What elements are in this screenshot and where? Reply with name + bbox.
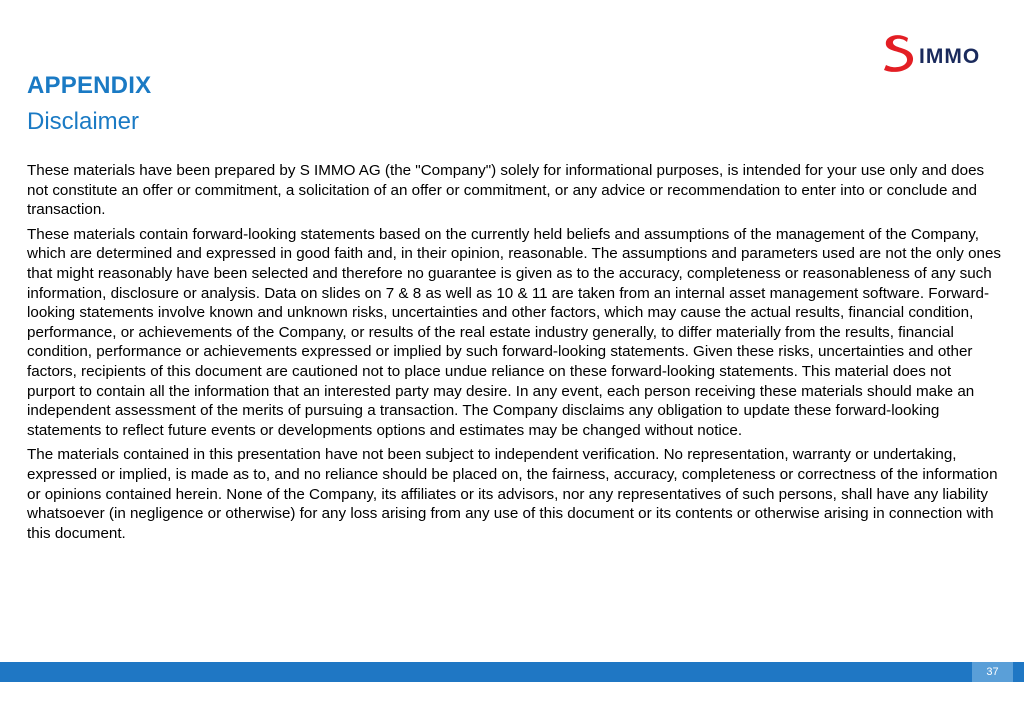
disclaimer-paragraph: These materials have been prepared by S IMMO AG (the "Company") solely for informational purposes, is intended for your use only and does not constitute an offer or commitment, a solicitation of an offer or commitment, or any advice or recommendation to enter into or conclude and transaction.	[27, 162, 985, 219]
logo-text: IMMO	[919, 45, 981, 68]
footer-bar	[0, 662, 1024, 682]
disclaimer-paragraph: The materials contained in this presentation have not been subject to independent verification. No representation, warranty or undertaking, expressed or implied, is made as to, and no reliance should be placed on, the fairness, accuracy, completeness or correctness of the information or opinions contained herein. None of the Company, its affiliates or its advisors, nor any representatives of such persons, shall have any liability whatsoever (in negligence or otherwise) for any loss arising from any use of this document or its contents or otherwise arising in connection with this document.	[27, 446, 998, 542]
s-immo-logo	[880, 30, 1000, 74]
page-title: APPENDIX	[27, 72, 152, 99]
disclaimer-body	[27, 161, 1002, 548]
page-number: 37	[986, 666, 999, 678]
disclaimer-paragraph: These materials contain forward-looking statements based on the currently held beliefs and assumptions of the management of the Company, which are determined and expressed in good faith and, in their opinion, reasonable. The assumptions and parameters used are not the only ones that might reasonably have been selected and therefore no guarantee is given as to the accuracy, completeness or reasonableness of any such information, disclosure or analysis. Data on slides on 7 & 8 as well as 10 & 11 are taken from an internal asset management software. Forward-looking statements involve known and unknown risks, uncertainties and other factors, which may cause the actual results, financial condition, performance, or achievements of the Company, or results of the real estate industry generally, to differ materially from the results, financial condition, performance or achievements expressed or implied by such forward-looking statements. Given these risks, uncertainties and other factors, recipients of this document are cautioned not to place undue reliance on these forward-looking statements. This material does not purport to contain all the information that an interested party may desire. In any event, each person receiving these materials should make an independent assessment of the merits of pursuing a transaction. The Company disclaims any obligation to update these forward-looking statements to reflect future events or developments options and estimates may be changed without notice.	[27, 225, 1002, 439]
page-subtitle: Disclaimer	[27, 108, 140, 135]
s-logo-mark-icon	[880, 32, 916, 72]
